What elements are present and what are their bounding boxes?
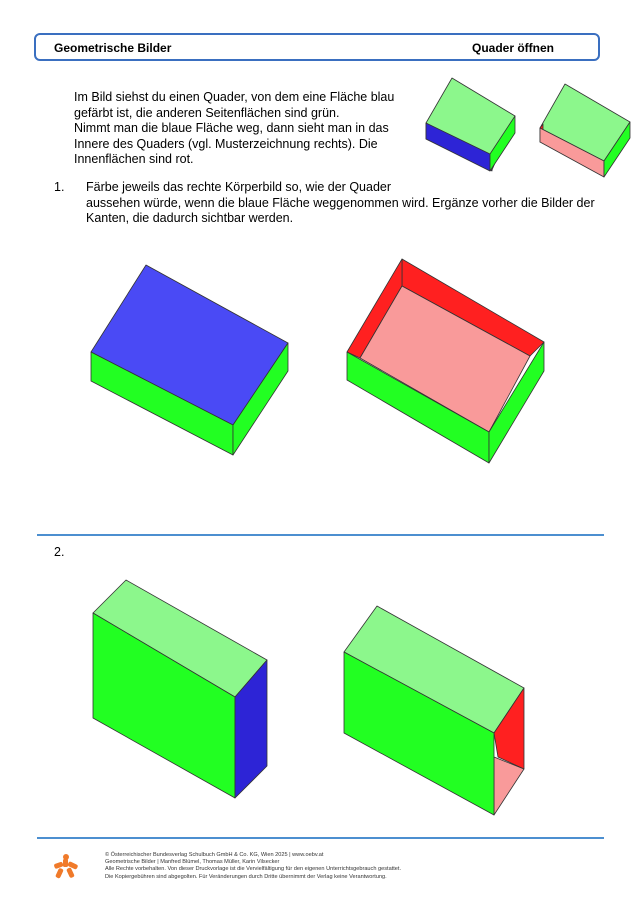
sample-closed-box (426, 78, 515, 171)
task1-closed-box (91, 265, 288, 455)
intro-line: Nimmt man die blaue Fläche weg, dann sieht man in das (74, 121, 389, 135)
task-number: 1. (54, 180, 65, 194)
publisher-logo-icon (50, 851, 80, 881)
task-line: aussehen würde, wenn die blaue Fläche weggenommen wird. Ergänze vorher die Bilder der (86, 195, 595, 210)
worksheet-topic: Quader öffnen (471, 41, 554, 55)
task-line: Kanten, die dadurch sichtbar werden. (86, 211, 294, 225)
footer-line: Die Kopiergebühren sind abgegolten. Für Veränderungen durch Dritte übernimmt der Verlag keine Verantwortung. (105, 873, 387, 880)
footer-text (105, 852, 575, 881)
footer-line: © Österreichischer Bundesverlag Schulbuch GmbH & Co. KG, Wien 2025 | www.oebv.at (105, 852, 324, 858)
task1-open-box (347, 259, 544, 463)
intro-line: Innenflächen sind rot. (74, 152, 194, 166)
intro-line: Innere des Quaders (vgl. Musterzeichnung rechts). Die (74, 136, 378, 151)
task-line: Färbe jeweils das rechte Körperbild so, wie der Quader (86, 180, 392, 194)
task2-open-box (344, 606, 524, 815)
intro-line: Im Bild siehst du einen Quader, von dem eine Fläche blau (74, 90, 395, 104)
footer-line: Alle Rechte vorbehalten. Von dieser Druckvorlage ist die Vervielfältigung für den eigenen Unterrichtsgebrauch gestattet. (105, 866, 402, 873)
task2-closed-box (93, 580, 267, 798)
task-number: 2. (54, 545, 65, 559)
intro-line: gefärbt ist, die anderen Seitenflächen sind grün. (74, 105, 340, 120)
sample-open-box (540, 84, 630, 177)
footer-line: Geometrische Bilder | Manfred Blümel, Thomas Müller, Karin Vilsecker (105, 859, 280, 866)
worksheet-title: Geometrische Bilder (54, 41, 172, 55)
